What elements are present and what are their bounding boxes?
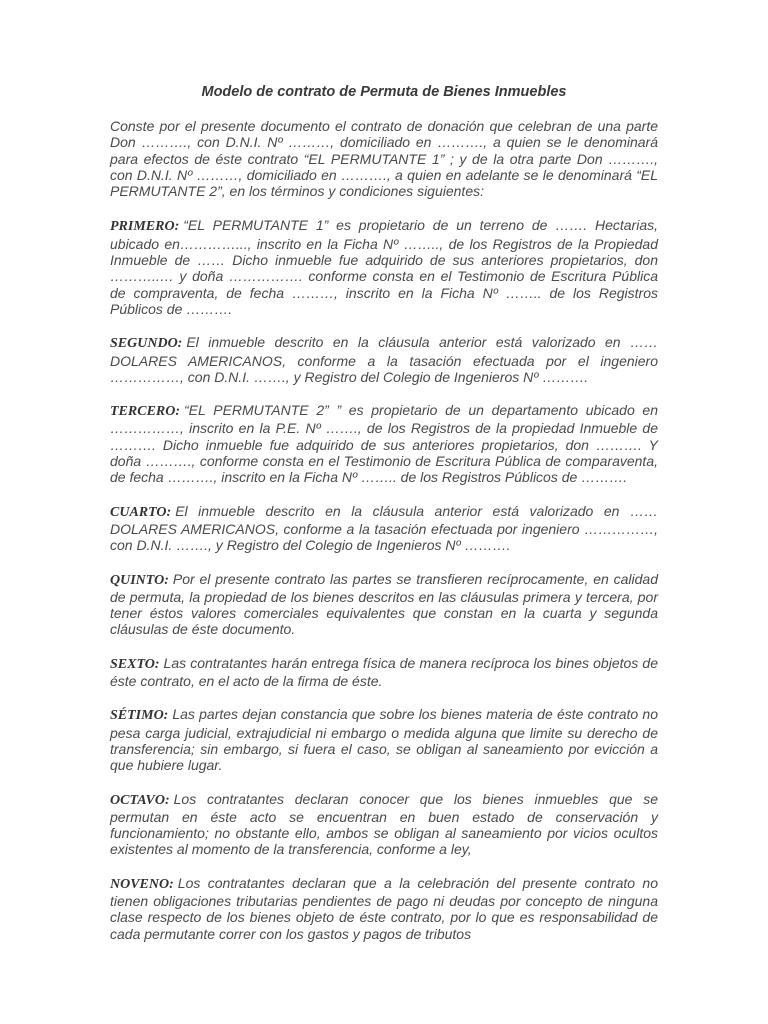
clause-text: Los contratantes declaran conocer que los bienes inmuebles que se permutan en éste acto se encuentran en buen estado de conservación y funcionamiento; no obstante ello, ambos se obligan al saneamiento por vicios ocultos existentes al momento de la transferencia, conforme a ley, bbox=[110, 790, 658, 858]
clause-cuarto bbox=[110, 503, 658, 554]
clause-setimo bbox=[110, 706, 658, 773]
clause-segundo bbox=[110, 334, 658, 385]
clause-label: SEXTO: bbox=[110, 656, 160, 672]
clause-tercero bbox=[110, 402, 658, 485]
clause-label: NOVENO: bbox=[110, 876, 174, 892]
intro-paragraph: Conste por el presente documento el contrato de donación que celebran de una parte Don ………., con D.N.I. Nº ………, domiciliado en ………., a quien se le denominará para efectos de éste contrato “EL PERMUTANTE 1” ; y de la otra parte Don ………., con D.N.I. Nº ………, domiciliado en ………., a quien en adelante se le denominará “EL PERMUTANTE 2”, en los términos y condiciones siguientes: bbox=[110, 118, 658, 200]
clause-text: “EL PERMUTANTE 2” ” es propietario de un departamento ubicado en ……………, inscrito en la P.E. Nº ……., de los Registros de la propiedad Inmueble de ………. Dicho inmueble fue adquirido de sus anteriores propietarios, don ………. Y doña ………., conforme consta en el Testimonio de Escritura Pública de comparaventa, de fecha ………., inscrito en la Ficha Nº …….. de los Registros Públicos de ………. bbox=[110, 402, 658, 486]
clause-text: El inmueble descrito en la cláusula anterior está valorizado en …… DOLARES AMERICANOS, conforme a la tasación efectuada por el ingeniero ……………, con D.N.I. ……., y Registro del Colegio de Ingenieros Nº ………. bbox=[110, 334, 658, 385]
clause-octavo bbox=[110, 791, 658, 858]
clause-text: “EL PERMUTANTE 1” es propietario de un terreno de ……. Hectarias, ubicado en…………..., inscrito en la Ficha Nº …….., de los Registros de la Propiedad Inmueble de …… Dicho inmueble fue adquirido de sus anteriores propietarios, don ………..… y doña ……………. conforme consta en el Testimonio de Escritura Pública de compraventa, de fecha ………, inscrito en la Ficha Nº …….. de los Registros Públicos de ………. bbox=[110, 217, 658, 317]
clause-text: Los contratantes declaran que a la celebración del presente contrato no tienen obligaciones tributarias pendientes de pago ni deudas por concepto de ninguna clase respecto de los bienes objeto de éste contrato, por lo que es responsabilidad de cada permutante correr con los gastos y pagos de tributos bbox=[110, 874, 658, 942]
clause-primero bbox=[110, 217, 658, 317]
clause-quinto bbox=[110, 571, 658, 638]
clause-label: QUINTO: bbox=[110, 572, 169, 588]
clause-noveno bbox=[110, 875, 658, 942]
document-body bbox=[110, 118, 658, 959]
clause-text: Por el presente contrato las partes se transfieren recíprocamente, en calidad de permuta, la propiedad de los bienes descritos en las cláusulas primera y tercera, por tener éstos valores comerciales equivalentes que constan en la cuarta y segunda cláusulas de éste documento. bbox=[110, 570, 658, 638]
clause-label: CUARTO: bbox=[110, 504, 172, 520]
clause-label: PRIMERO: bbox=[110, 219, 180, 235]
clause-label: OCTAVO: bbox=[110, 792, 170, 808]
clause-text: El inmueble descrito en la cláusula anterior está valorizado en …… DOLARES AMERICANOS, conforme a la tasación efectuada por ingeniero ……………, con D.N.I. ……., y Registro del Colegio de Ingenieros Nº ………. bbox=[110, 502, 658, 554]
clause-text: Las contratantes harán entrega física de manera recíproca los bines objetos de éste contrato, en el acto de la firma de éste. bbox=[110, 654, 658, 690]
clause-label: SEGUNDO: bbox=[110, 336, 183, 352]
clause-label: TERCERO: bbox=[110, 404, 181, 420]
clause-sexto bbox=[110, 655, 658, 690]
clause-text: Las partes dejan constancia que sobre los bienes materia de éste contrato no pesa carga judicial, extrajudicial ni embargo o medida alguna que limite su derecho de transferencia; sin embargo, si fuera el caso, se obligan al saneamiento por evicción a que hubiere lugar. bbox=[110, 706, 658, 774]
clause-label: SÉTIMO: bbox=[110, 708, 169, 724]
document-title: Modelo de contrato de Permuta de Bienes Inmuebles bbox=[201, 84, 567, 100]
